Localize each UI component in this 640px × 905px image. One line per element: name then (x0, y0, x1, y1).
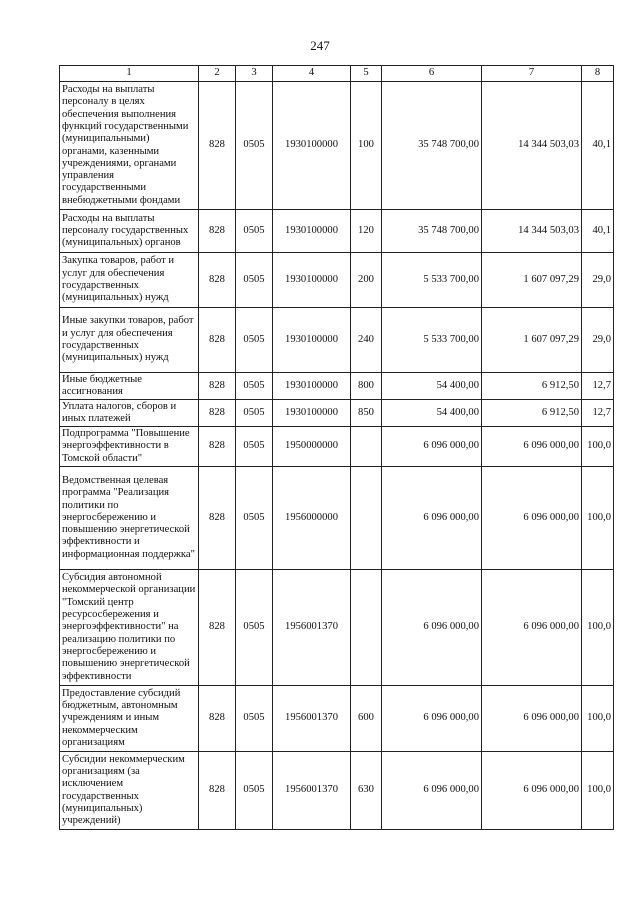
ministry-code: 828 (199, 82, 236, 210)
section-code: 0505 (236, 467, 273, 570)
planned-amount: 35 748 700,00 (382, 82, 482, 210)
ministry-code: 828 (199, 427, 236, 467)
execution-percent: 100,0 (582, 570, 614, 686)
planned-amount: 6 096 000,00 (382, 752, 482, 830)
execution-percent: 29,0 (582, 253, 614, 308)
ministry-code: 828 (199, 373, 236, 400)
table-row (60, 686, 614, 752)
expense-type-code: 630 (351, 752, 382, 830)
section-code: 0505 (236, 308, 273, 373)
executed-amount: 6 096 000,00 (482, 467, 582, 570)
executed-amount: 6 096 000,00 (482, 686, 582, 752)
column-header: 6 (382, 66, 482, 82)
ministry-code: 828 (199, 400, 236, 427)
section-code: 0505 (236, 210, 273, 253)
column-header: 3 (236, 66, 273, 82)
target-article-code: 1956001370 (273, 570, 351, 686)
expense-name: Расходы на выплаты персоналу государственных (муниципальных) органов (60, 210, 199, 253)
table-row (60, 308, 614, 373)
table-row (60, 427, 614, 467)
table-row (60, 400, 614, 427)
expense-type-code: 600 (351, 686, 382, 752)
target-article-code: 1950000000 (273, 427, 351, 467)
section-code: 0505 (236, 570, 273, 686)
execution-percent: 12,7 (582, 400, 614, 427)
planned-amount: 5 533 700,00 (382, 308, 482, 373)
expense-name: Субсидии некоммерческим организациям (за исключением государственных (муниципальных) учреждений) (60, 752, 199, 830)
target-article-code: 1930100000 (273, 82, 351, 210)
expense-name: Иные закупки товаров, работ и услуг для обеспечения государственных (муниципальных) нужд (60, 308, 199, 373)
execution-percent: 40,1 (582, 210, 614, 253)
column-header: 2 (199, 66, 236, 82)
expense-name: Расходы на выплаты персоналу в целях обеспечения выполнения функций государственными (муниципальными) органами, казенными учреждениями, органами управления государственными внебюджетными фондами (60, 82, 199, 210)
table-row (60, 752, 614, 830)
target-article-code: 1930100000 (273, 400, 351, 427)
execution-percent: 100,0 (582, 752, 614, 830)
section-code: 0505 (236, 253, 273, 308)
budget-table (59, 65, 614, 830)
expense-type-code: 200 (351, 253, 382, 308)
expense-type-code (351, 467, 382, 570)
ministry-code: 828 (199, 752, 236, 830)
planned-amount: 54 400,00 (382, 373, 482, 400)
planned-amount: 6 096 000,00 (382, 467, 482, 570)
column-number-row (60, 66, 614, 82)
table-row (60, 82, 614, 210)
expense-type-code: 240 (351, 308, 382, 373)
section-code: 0505 (236, 427, 273, 467)
column-header: 4 (273, 66, 351, 82)
execution-percent: 40,1 (582, 82, 614, 210)
ministry-code: 828 (199, 570, 236, 686)
expense-type-code: 100 (351, 82, 382, 210)
executed-amount: 14 344 503,03 (482, 210, 582, 253)
expense-name: Иные бюджетные ассигнования (60, 373, 199, 400)
section-code: 0505 (236, 400, 273, 427)
executed-amount: 6 096 000,00 (482, 427, 582, 467)
ministry-code: 828 (199, 467, 236, 570)
planned-amount: 6 096 000,00 (382, 570, 482, 686)
column-header: 8 (582, 66, 614, 82)
table-row (60, 570, 614, 686)
ministry-code: 828 (199, 308, 236, 373)
expense-type-code: 850 (351, 400, 382, 427)
column-header: 1 (60, 66, 199, 82)
expense-type-code (351, 570, 382, 686)
executed-amount: 6 096 000,00 (482, 570, 582, 686)
executed-amount: 6 912,50 (482, 400, 582, 427)
planned-amount: 6 096 000,00 (382, 427, 482, 467)
planned-amount: 5 533 700,00 (382, 253, 482, 308)
section-code: 0505 (236, 82, 273, 210)
ministry-code: 828 (199, 686, 236, 752)
execution-percent: 100,0 (582, 427, 614, 467)
target-article-code: 1930100000 (273, 253, 351, 308)
expense-name: Предоставление субсидий бюджетным, автономным учреждениям и иным некоммерческим организациям (60, 686, 199, 752)
expense-type-code: 800 (351, 373, 382, 400)
table-row (60, 253, 614, 308)
table-row (60, 373, 614, 400)
column-header: 5 (351, 66, 382, 82)
expense-name: Ведомственная целевая программа "Реализация политики по энергосбережению и повышению энергетической эффективности и информационная поддержка" (60, 467, 199, 570)
target-article-code: 1930100000 (273, 373, 351, 400)
executed-amount: 14 344 503,03 (482, 82, 582, 210)
executed-amount: 1 607 097,29 (482, 253, 582, 308)
executed-amount: 6 096 000,00 (482, 752, 582, 830)
section-code: 0505 (236, 686, 273, 752)
column-header: 7 (482, 66, 582, 82)
executed-amount: 1 607 097,29 (482, 308, 582, 373)
planned-amount: 35 748 700,00 (382, 210, 482, 253)
execution-percent: 29,0 (582, 308, 614, 373)
expense-name: Подпрограмма "Повышение энергоэффективности в Томской области" (60, 427, 199, 467)
ministry-code: 828 (199, 210, 236, 253)
execution-percent: 100,0 (582, 467, 614, 570)
expense-type-code (351, 427, 382, 467)
executed-amount: 6 912,50 (482, 373, 582, 400)
target-article-code: 1930100000 (273, 308, 351, 373)
target-article-code: 1956001370 (273, 752, 351, 830)
expense-name: Закупка товаров, работ и услуг для обеспечения государственных (муниципальных) нужд (60, 253, 199, 308)
execution-percent: 12,7 (582, 373, 614, 400)
execution-percent: 100,0 (582, 686, 614, 752)
expense-type-code: 120 (351, 210, 382, 253)
page-number: 247 (310, 38, 330, 53)
planned-amount: 54 400,00 (382, 400, 482, 427)
target-article-code: 1930100000 (273, 210, 351, 253)
target-article-code: 1956000000 (273, 467, 351, 570)
section-code: 0505 (236, 373, 273, 400)
ministry-code: 828 (199, 253, 236, 308)
expense-name: Субсидия автономной некоммерческой организации "Томский центр ресурсосбережения и энергоэффективности" на реализацию политики по энергосбережению и повышению энергетической эффективности (60, 570, 199, 686)
target-article-code: 1956001370 (273, 686, 351, 752)
planned-amount: 6 096 000,00 (382, 686, 482, 752)
section-code: 0505 (236, 752, 273, 830)
expense-name: Уплата налогов, сборов и иных платежей (60, 400, 199, 427)
table-row (60, 467, 614, 570)
table-row (60, 210, 614, 253)
